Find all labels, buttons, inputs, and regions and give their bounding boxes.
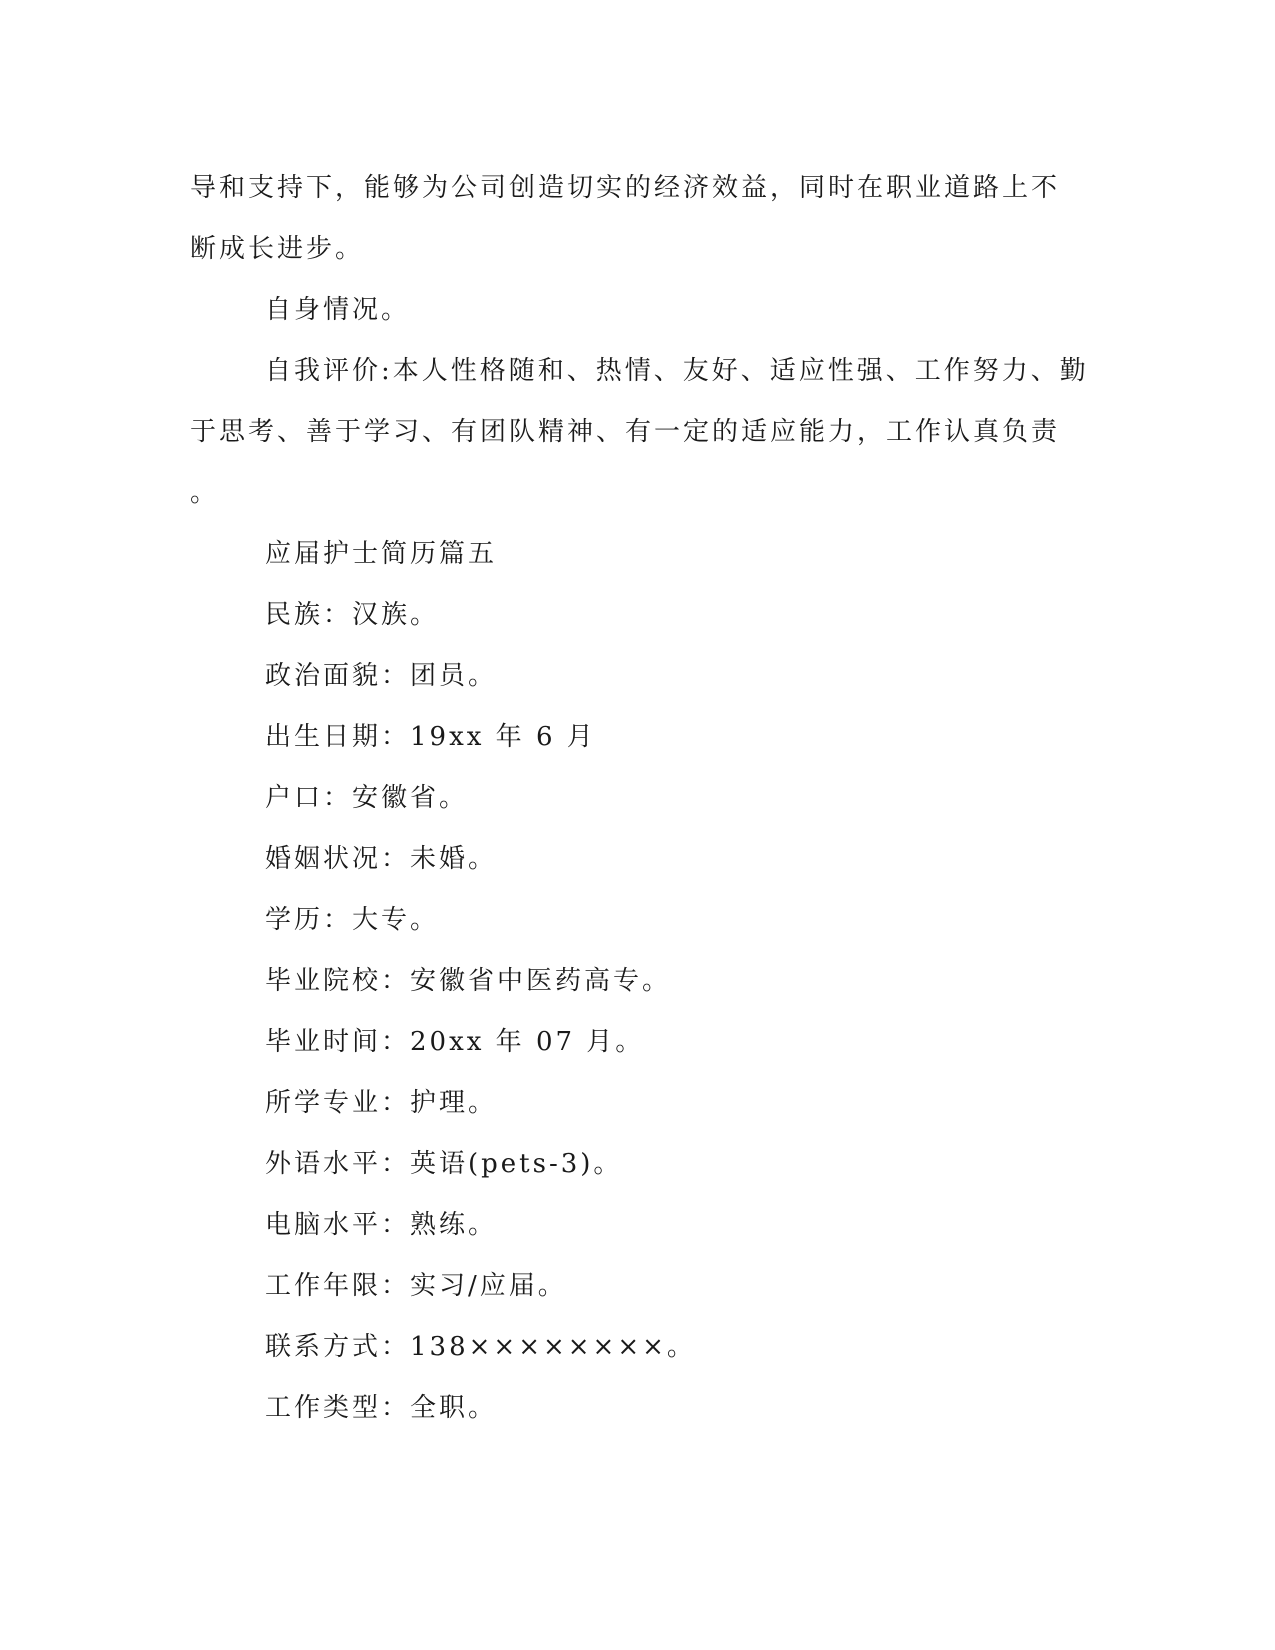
self-evaluation-line: 于思考、善于学习、有团队精神、有一定的适应能力，工作认真负责 [190, 417, 1061, 447]
field-political-status: 政治面貌：团员。 [265, 661, 498, 691]
field-education: 学历：大专。 [265, 905, 440, 935]
field-work-years: 工作年限：实习/应届。 [265, 1271, 567, 1301]
resume-section-title: 应届护士简历篇五 [265, 539, 498, 569]
paragraph-line: 断成长进步。 [190, 234, 365, 264]
field-ethnicity: 民族：汉族。 [265, 600, 440, 630]
field-school: 毕业院校：安徽省中医药高专。 [265, 966, 672, 996]
field-language-level: 外语水平：英语(pets-3)。 [265, 1149, 623, 1179]
field-job-type: 工作类型：全职。 [265, 1393, 498, 1423]
field-major: 所学专业：护理。 [265, 1088, 498, 1118]
field-marital-status: 婚姻状况：未婚。 [265, 844, 498, 874]
field-computer-level: 电脑水平：熟练。 [265, 1210, 498, 1240]
field-birth-date: 出生日期：19xx 年 6 月 [265, 722, 596, 752]
self-evaluation-line: 自我评价:本人性格随和、热情、友好、适应性强、工作努力、勤 [265, 356, 1089, 386]
paragraph-line: 导和支持下，能够为公司创造切实的经济效益，同时在职业道路上不 [190, 173, 1061, 203]
field-hukou: 户口：安徽省。 [265, 783, 469, 813]
field-graduation-date: 毕业时间：20xx 年 07 月。 [265, 1027, 645, 1057]
self-evaluation-line: 。 [190, 478, 220, 508]
section-heading: 自身情况。 [265, 295, 411, 325]
field-contact: 联系方式：138××××××××。 [265, 1332, 696, 1362]
